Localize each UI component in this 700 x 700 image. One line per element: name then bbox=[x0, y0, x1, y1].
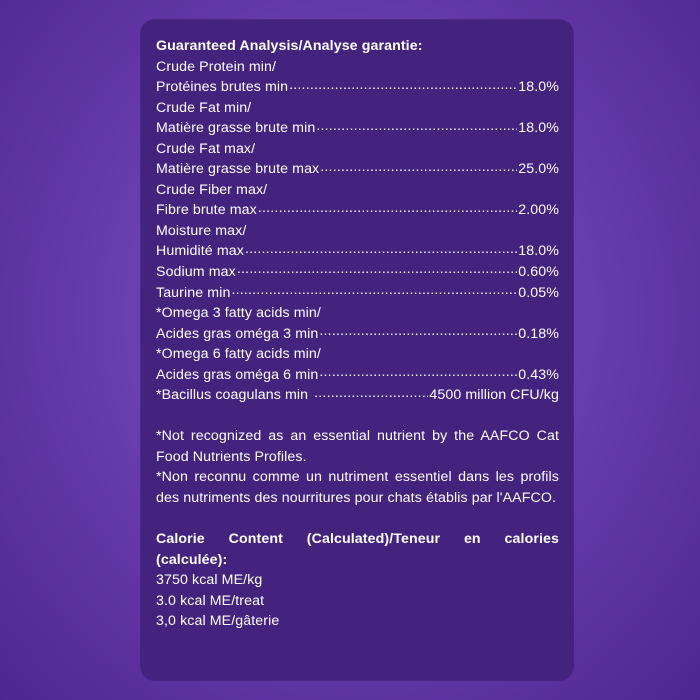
footnote-english: *Not recognized as an essential nutrient by the AAFCO Cat Food Nutrients Profiles. bbox=[156, 428, 559, 465]
analysis-row bbox=[156, 118, 559, 139]
analysis-row-value: 0.18% bbox=[518, 325, 559, 342]
analysis-row-prefix: Moisture max/ bbox=[156, 222, 247, 239]
analysis-row-label: Matière grasse brute min bbox=[156, 120, 316, 137]
analysis-row bbox=[156, 241, 559, 262]
dot-leader bbox=[237, 262, 517, 276]
analysis-row bbox=[156, 159, 559, 180]
analysis-row-label: *Bacillus coagulans min bbox=[156, 387, 309, 404]
analysis-row-prefix: *Omega 3 fatty acids min/ bbox=[156, 305, 321, 322]
analysis-row bbox=[156, 365, 559, 386]
analysis-row-prefix: Crude Fiber max/ bbox=[156, 181, 268, 198]
analysis-row bbox=[156, 77, 559, 98]
analysis-row-value: 0.43% bbox=[518, 366, 559, 383]
dot-leader bbox=[289, 77, 517, 91]
analysis-row-label: Fibre brute max bbox=[156, 202, 257, 219]
calorie-content-heading: Calorie Content (Calculated)/Teneur en calories bbox=[156, 531, 559, 548]
analysis-row-prefix: Crude Fat min/ bbox=[156, 99, 252, 116]
analysis-row bbox=[156, 385, 559, 406]
analysis-row-label: Sodium max bbox=[156, 264, 236, 281]
analysis-row-value: 4500 million CFU/kg bbox=[429, 387, 559, 404]
analysis-row bbox=[156, 324, 559, 345]
analysis-row-value: 18.0% bbox=[518, 120, 559, 137]
calorie-content-subheading: (calculée): bbox=[156, 551, 228, 568]
dot-leader bbox=[231, 283, 517, 297]
spacer bbox=[156, 406, 559, 427]
analysis-row-prefix: *Omega 6 fatty acids min/ bbox=[156, 346, 321, 363]
analysis-row-label: Matière grasse brute max bbox=[156, 161, 320, 178]
dot-leader bbox=[316, 118, 517, 132]
analysis-row-label: Humidité max bbox=[156, 243, 244, 260]
dot-leader bbox=[319, 365, 517, 379]
dot-leader bbox=[314, 385, 428, 399]
analysis-row bbox=[156, 262, 559, 283]
analysis-row-label: Acides gras oméga 6 min bbox=[156, 366, 319, 383]
dot-leader bbox=[319, 324, 517, 338]
analysis-row-label: Taurine min bbox=[156, 284, 231, 301]
dot-leader bbox=[320, 159, 517, 173]
guaranteed-analysis-heading: Guaranteed Analysis/Analyse garantie: bbox=[156, 38, 423, 54]
analysis-row-value: 0.60% bbox=[518, 264, 559, 281]
calorie-line: 3.0 kcal ME/treat bbox=[156, 592, 265, 609]
dot-leader bbox=[258, 200, 517, 214]
spacer bbox=[156, 509, 559, 530]
analysis-row-prefix: Crude Fat max/ bbox=[156, 140, 256, 157]
analysis-row-value: 2.00% bbox=[518, 202, 559, 219]
analysis-row-value: 0.05% bbox=[518, 284, 559, 301]
nutrition-panel bbox=[141, 20, 573, 680]
analysis-row-label: Protéines brutes min bbox=[156, 79, 289, 96]
analysis-row-label: Acides gras oméga 3 min bbox=[156, 325, 319, 342]
analysis-row-prefix: Crude Protein min/ bbox=[156, 58, 277, 75]
analysis-row bbox=[156, 200, 559, 221]
analysis-row-value: 18.0% bbox=[518, 243, 559, 260]
analysis-row-value: 25.0% bbox=[518, 161, 559, 178]
analysis-row bbox=[156, 283, 559, 304]
dot-leader bbox=[245, 241, 517, 255]
footnote-french: *Non reconnu comme un nutriment essentiel dans les profils des nutriments des nourritures pour chats établis par l'AAFCO. bbox=[156, 469, 559, 506]
analysis-row-value: 18.0% bbox=[518, 79, 559, 96]
calorie-line: 3750 kcal ME/kg bbox=[156, 572, 263, 589]
calorie-line: 3,0 kcal ME/gâterie bbox=[156, 613, 280, 630]
